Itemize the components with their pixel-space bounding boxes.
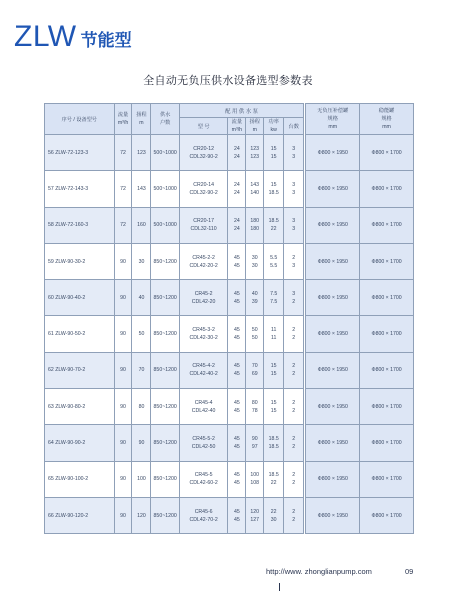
pump-count-cell-line: 3	[292, 218, 296, 225]
compensation-tank-cell: Φ800 × 1950	[306, 280, 360, 316]
footer-divider	[279, 583, 280, 591]
pump-power-cell-line: 18.5	[268, 218, 279, 225]
flow-cell: 72	[114, 135, 132, 171]
flow-cell: 90	[114, 497, 132, 533]
brand-name: ZLW	[14, 20, 77, 53]
pump-head-cell-line: 50	[251, 327, 258, 334]
pump-flow-cell-line: 45	[233, 371, 240, 378]
pump-flow-cell-line: 45	[233, 290, 240, 297]
pump-count-cell-line: 3	[292, 145, 296, 152]
table-row	[45, 389, 414, 425]
pump-power-cell-line: 15	[270, 153, 277, 160]
compensation-tank-cell: Φ800 × 1950	[306, 497, 360, 533]
pump-flow-cell-line: 45	[233, 472, 240, 479]
pump-count-cell	[284, 316, 304, 352]
steady-tank-cell: Φ800 × 1700	[360, 497, 414, 533]
table-body	[45, 135, 414, 534]
pump-power-cell-line: 18.5	[268, 444, 279, 451]
pump-count-cell	[284, 135, 304, 171]
pump-power-cell	[264, 389, 284, 425]
steady-tank-cell: Φ800 × 1700	[360, 425, 414, 461]
pump-flow-cell-line: 45	[233, 407, 240, 414]
compensation-tank-cell: Φ800 × 1950	[306, 243, 360, 279]
steady-tank-cell: Φ800 × 1700	[360, 316, 414, 352]
pump-flow-cell	[228, 135, 246, 171]
pump-head-cell	[246, 425, 264, 461]
pump-flow-cell	[228, 352, 246, 388]
model-cell: 62 ZLW-90-70-2	[45, 352, 115, 388]
table-row	[45, 207, 414, 243]
pump-model-cell	[179, 207, 227, 243]
pump-count-cell-line: 3	[292, 189, 296, 196]
header-pump-model: 型 号	[179, 118, 227, 135]
pump-count-cell-line: 2	[292, 444, 296, 451]
pump-flow-cell	[228, 497, 246, 533]
pump-flow-cell-line: 45	[233, 262, 240, 269]
compensation-tank-cell: Φ800 × 1950	[306, 352, 360, 388]
pump-count-cell-line: 2	[292, 327, 296, 334]
pump-power-cell	[264, 171, 284, 207]
pump-head-cell	[246, 497, 264, 533]
pump-head-cell	[246, 207, 264, 243]
header-pump-power: 功率 kw	[264, 118, 284, 135]
flow-cell: 90	[114, 425, 132, 461]
pump-head-cell-line: 69	[251, 371, 258, 378]
flow-cell: 90	[114, 280, 132, 316]
pump-power-cell	[264, 352, 284, 388]
pump-count-cell-line: 2	[292, 254, 296, 261]
pump-head-cell-line: 123	[250, 145, 260, 152]
pump-model-cell-line: CR45-6	[194, 508, 213, 515]
pump-model-cell	[179, 243, 227, 279]
header-pump-group: 配 用 供 水 泵	[179, 104, 303, 118]
pump-power-cell	[264, 135, 284, 171]
header-pump-count: 台数	[284, 118, 304, 135]
table-row	[45, 352, 414, 388]
pump-flow-cell-line: 45	[233, 444, 240, 451]
header-households: 供水 户数	[151, 104, 179, 135]
pump-model-cell	[179, 461, 227, 497]
flow-cell: 90	[114, 243, 132, 279]
table-row	[45, 243, 414, 279]
pump-head-cell-line: 143	[250, 181, 260, 188]
pump-flow-cell-line: 24	[233, 218, 240, 225]
pump-head-cell-line: 90	[251, 436, 258, 443]
steady-tank-cell: Φ800 × 1700	[360, 135, 414, 171]
pump-head-cell-line: 100	[250, 472, 260, 479]
table-row	[45, 425, 414, 461]
pump-count-cell	[284, 171, 304, 207]
table-row	[45, 171, 414, 207]
head-cell: 143	[132, 171, 151, 207]
pump-count-cell	[284, 497, 304, 533]
pump-flow-cell-line: 24	[233, 181, 240, 188]
pump-head-cell-line: 140	[250, 189, 260, 196]
model-cell: 56 ZLW-72-123-3	[45, 135, 115, 171]
table-row	[45, 135, 414, 171]
steady-tank-cell: Φ800 × 1700	[360, 389, 414, 425]
model-cell: 58 ZLW-72-160-3	[45, 207, 115, 243]
pump-power-cell-line: 15	[270, 371, 277, 378]
pump-head-cell	[246, 389, 264, 425]
head-cell: 100	[132, 461, 151, 497]
pump-count-cell-line: 2	[292, 472, 296, 479]
brand-subtitle: 节能型	[80, 31, 132, 51]
brand-heading	[14, 20, 132, 54]
pump-count-cell	[284, 389, 304, 425]
pump-head-cell-line: 39	[251, 298, 258, 305]
pump-flow-cell-line: 45	[233, 335, 240, 342]
pump-model-cell	[179, 171, 227, 207]
pump-model-cell-line: CDL42-50	[191, 444, 216, 451]
header-steady-tank: 稳能罐 规格 mm	[360, 104, 414, 135]
pump-power-cell-line: 18.5	[268, 436, 279, 443]
pump-flow-cell	[228, 280, 246, 316]
pump-count-cell-line: 3	[292, 262, 296, 269]
head-cell: 80	[132, 389, 151, 425]
pump-head-cell-line: 108	[250, 480, 260, 487]
head-cell: 120	[132, 497, 151, 533]
pump-model-cell-line: CR45-4-2	[192, 363, 215, 370]
compensation-tank-cell: Φ800 × 1950	[306, 389, 360, 425]
pump-model-cell	[179, 497, 227, 533]
pump-head-cell	[246, 352, 264, 388]
pump-head-cell-line: 120	[250, 508, 260, 515]
pump-head-cell	[246, 316, 264, 352]
pump-head-cell	[246, 171, 264, 207]
model-cell: 64 ZLW-90-90-2	[45, 425, 115, 461]
pump-model-cell-line: CR45-5	[194, 472, 213, 479]
model-cell: 63 ZLW-90-80-2	[45, 389, 115, 425]
pump-power-cell-line: 15	[270, 407, 277, 414]
pump-power-cell-line: 30	[270, 516, 277, 523]
pump-flow-cell	[228, 171, 246, 207]
pump-power-cell-line: 5.5	[270, 254, 278, 261]
pump-flow-cell	[228, 425, 246, 461]
table-row	[45, 316, 414, 352]
pump-flow-cell	[228, 243, 246, 279]
pump-head-cell-line: 180	[250, 226, 260, 233]
pump-flow-cell	[228, 461, 246, 497]
pump-count-cell	[284, 461, 304, 497]
pump-power-cell-line: 22	[270, 508, 277, 515]
pump-power-cell-line: 15	[270, 181, 277, 188]
pump-model-cell-line: CDL42-20-2	[189, 262, 218, 269]
pump-head-cell-line: 123	[250, 153, 260, 160]
pump-model-cell-line: CR20-12	[193, 145, 215, 152]
model-cell: 66 ZLW-90-120-2	[45, 497, 115, 533]
pump-count-cell	[284, 352, 304, 388]
head-cell: 30	[132, 243, 151, 279]
pump-model-cell-line: CDL42-40-2	[189, 371, 218, 378]
pump-model-cell-line: CDL32-90-2	[189, 189, 218, 196]
pump-model-cell	[179, 425, 227, 461]
pump-count-cell	[284, 207, 304, 243]
pump-count-cell	[284, 280, 304, 316]
pump-head-cell-line: 97	[251, 444, 258, 451]
households-cell: 500~1000	[151, 135, 179, 171]
pump-count-cell-line: 2	[292, 399, 296, 406]
pump-head-cell	[246, 280, 264, 316]
pump-power-cell-line: 18.5	[268, 472, 279, 479]
flow-cell: 90	[114, 389, 132, 425]
pump-count-cell-line: 2	[292, 516, 296, 523]
pump-model-cell-line: CDL42-40	[191, 407, 216, 414]
flow-cell: 90	[114, 352, 132, 388]
head-cell: 50	[132, 316, 151, 352]
header-compensation-tank: 无负压补偿罐 规格 mm	[306, 104, 360, 135]
selection-parameter-table	[44, 103, 414, 534]
flow-cell: 90	[114, 461, 132, 497]
pump-head-cell-line: 70	[251, 363, 258, 370]
pump-model-cell-line: CR45-4	[194, 399, 213, 406]
pump-flow-cell-line: 24	[233, 189, 240, 196]
pump-power-cell-line: 11	[271, 327, 277, 334]
header-head: 扬程 m	[132, 104, 151, 135]
pump-power-cell-line: 11	[271, 335, 277, 342]
compensation-tank-cell: Φ800 × 1950	[306, 135, 360, 171]
steady-tank-cell: Φ800 × 1700	[360, 207, 414, 243]
pump-head-cell-line: 30	[251, 254, 258, 261]
pump-model-cell	[179, 135, 227, 171]
model-cell: 60 ZLW-90-40-2	[45, 280, 115, 316]
header-pump-head: 扬程 m	[246, 118, 264, 135]
head-cell: 40	[132, 280, 151, 316]
steady-tank-cell: Φ800 × 1700	[360, 243, 414, 279]
pump-power-cell	[264, 207, 284, 243]
pump-flow-cell-line: 45	[233, 327, 240, 334]
document-title: 全自动无负压供水设备选型参数表	[143, 74, 313, 87]
pump-power-cell-line: 22	[270, 480, 277, 487]
pump-model-cell-line: CR20-17	[193, 218, 215, 225]
pump-flow-cell-line: 45	[233, 480, 240, 487]
compensation-tank-cell: Φ800 × 1950	[306, 171, 360, 207]
pump-count-cell-line: 2	[292, 480, 296, 487]
households-cell: 500~1000	[151, 171, 179, 207]
pump-power-cell-line: 15	[270, 363, 277, 370]
steady-tank-cell: Φ800 × 1700	[360, 352, 414, 388]
households-cell: 850~1200	[151, 243, 179, 279]
steady-tank-cell: Φ800 × 1700	[360, 280, 414, 316]
compensation-tank-cell: Φ800 × 1950	[306, 425, 360, 461]
pump-model-cell-line: CDL42-20	[191, 298, 216, 305]
pump-head-cell-line: 180	[250, 218, 260, 225]
head-cell: 70	[132, 352, 151, 388]
households-cell: 500~1000	[151, 207, 179, 243]
pump-flow-cell	[228, 316, 246, 352]
pump-model-cell	[179, 352, 227, 388]
table-row	[45, 280, 414, 316]
steady-tank-cell: Φ800 × 1700	[360, 461, 414, 497]
pump-head-cell-line: 127	[250, 516, 260, 523]
pump-head-cell-line: 30	[251, 262, 258, 269]
pump-power-cell-line: 5.5	[270, 262, 278, 269]
pump-flow-cell	[228, 207, 246, 243]
pump-model-cell-line: CR45-2	[194, 290, 213, 297]
pump-power-cell-line: 15	[270, 145, 277, 152]
model-cell: 59 ZLW-90-30-2	[45, 243, 115, 279]
head-cell: 160	[132, 207, 151, 243]
pump-flow-cell-line: 45	[233, 399, 240, 406]
pump-power-cell	[264, 461, 284, 497]
pump-model-cell-line: CR45-3-2	[192, 327, 215, 334]
pump-power-cell	[264, 497, 284, 533]
header-model: 序号 / 设备型号	[45, 104, 115, 135]
pump-count-cell-line: 2	[292, 335, 296, 342]
pump-count-cell-line: 2	[292, 363, 296, 370]
table-row	[45, 461, 414, 497]
households-cell: 850~1200	[151, 497, 179, 533]
pump-count-cell-line: 3	[292, 226, 296, 233]
pump-flow-cell-line: 24	[233, 153, 240, 160]
pump-power-cell	[264, 316, 284, 352]
pump-count-cell-line: 3	[292, 181, 296, 188]
pump-model-cell-line: CDL32-90-2	[189, 153, 218, 160]
pump-flow-cell	[228, 389, 246, 425]
pump-power-cell	[264, 425, 284, 461]
pump-flow-cell-line: 45	[233, 298, 240, 305]
pump-model-cell	[179, 280, 227, 316]
pump-flow-cell-line: 45	[233, 508, 240, 515]
pump-power-cell-line: 7.5	[270, 290, 278, 297]
header-pump-flow: 流量 m³/h	[228, 118, 246, 135]
pump-flow-cell-line: 45	[233, 436, 240, 443]
pump-count-cell	[284, 425, 304, 461]
header-flow: 流量 m³/h	[114, 104, 132, 135]
households-cell: 850~1200	[151, 352, 179, 388]
footer-url: http://www. zhonglianpump.com	[266, 567, 372, 576]
pump-flow-cell-line: 24	[233, 145, 240, 152]
pump-count-cell-line: 3	[292, 290, 296, 297]
pump-power-cell	[264, 243, 284, 279]
households-cell: 850~1200	[151, 280, 179, 316]
page-number: 09	[405, 567, 414, 576]
pump-power-cell-line: 7.5	[270, 298, 278, 305]
pump-flow-cell-line: 24	[233, 226, 240, 233]
pump-power-cell-line: 18.5	[268, 189, 279, 196]
steady-tank-cell: Φ800 × 1700	[360, 171, 414, 207]
pump-model-cell-line: CR45-5-2	[192, 436, 215, 443]
pump-head-cell	[246, 135, 264, 171]
pump-head-cell	[246, 461, 264, 497]
pump-head-cell-line: 40	[251, 290, 258, 297]
head-cell: 123	[132, 135, 151, 171]
pump-model-cell-line: CDL32-110	[190, 226, 217, 233]
pump-count-cell-line: 2	[292, 371, 296, 378]
pump-model-cell	[179, 389, 227, 425]
head-cell: 90	[132, 425, 151, 461]
pump-flow-cell-line: 45	[233, 363, 240, 370]
pump-count-cell-line: 2	[292, 508, 296, 515]
pump-model-cell-line: CDL42-70-2	[189, 516, 218, 523]
flow-cell: 72	[114, 207, 132, 243]
table-row	[45, 497, 414, 533]
pump-count-cell-line: 2	[292, 436, 296, 443]
compensation-tank-cell: Φ800 × 1950	[306, 207, 360, 243]
pump-count-cell	[284, 243, 304, 279]
households-cell: 850~1200	[151, 389, 179, 425]
pump-model-cell-line: CDL42-30-2	[189, 335, 218, 342]
compensation-tank-cell: Φ800 × 1950	[306, 461, 360, 497]
compensation-tank-cell: Φ800 × 1950	[306, 316, 360, 352]
model-cell: 61 ZLW-90-50-2	[45, 316, 115, 352]
pump-count-cell-line: 2	[292, 298, 296, 305]
pump-model-cell	[179, 316, 227, 352]
pump-power-cell-line: 22	[270, 226, 277, 233]
households-cell: 850~1200	[151, 461, 179, 497]
pump-head-cell-line: 80	[251, 399, 258, 406]
pump-power-cell	[264, 280, 284, 316]
pump-model-cell-line: CDL42-60-2	[189, 480, 218, 487]
households-cell: 850~1200	[151, 316, 179, 352]
pump-model-cell-line: CR20-14	[193, 181, 215, 188]
flow-cell: 72	[114, 171, 132, 207]
households-cell: 850~1200	[151, 425, 179, 461]
pump-head-cell-line: 50	[251, 335, 258, 342]
pump-model-cell-line: CR45-2-2	[192, 254, 215, 261]
pump-count-cell-line: 3	[292, 153, 296, 160]
model-cell: 65 ZLW-90-100-2	[45, 461, 115, 497]
pump-flow-cell-line: 45	[233, 254, 240, 261]
pump-head-cell-line: 78	[251, 407, 258, 414]
pump-head-cell	[246, 243, 264, 279]
pump-power-cell-line: 15	[270, 399, 277, 406]
pump-flow-cell-line: 45	[233, 516, 240, 523]
pump-count-cell-line: 2	[292, 407, 296, 414]
model-cell: 57 ZLW-72-143-3	[45, 171, 115, 207]
flow-cell: 90	[114, 316, 132, 352]
